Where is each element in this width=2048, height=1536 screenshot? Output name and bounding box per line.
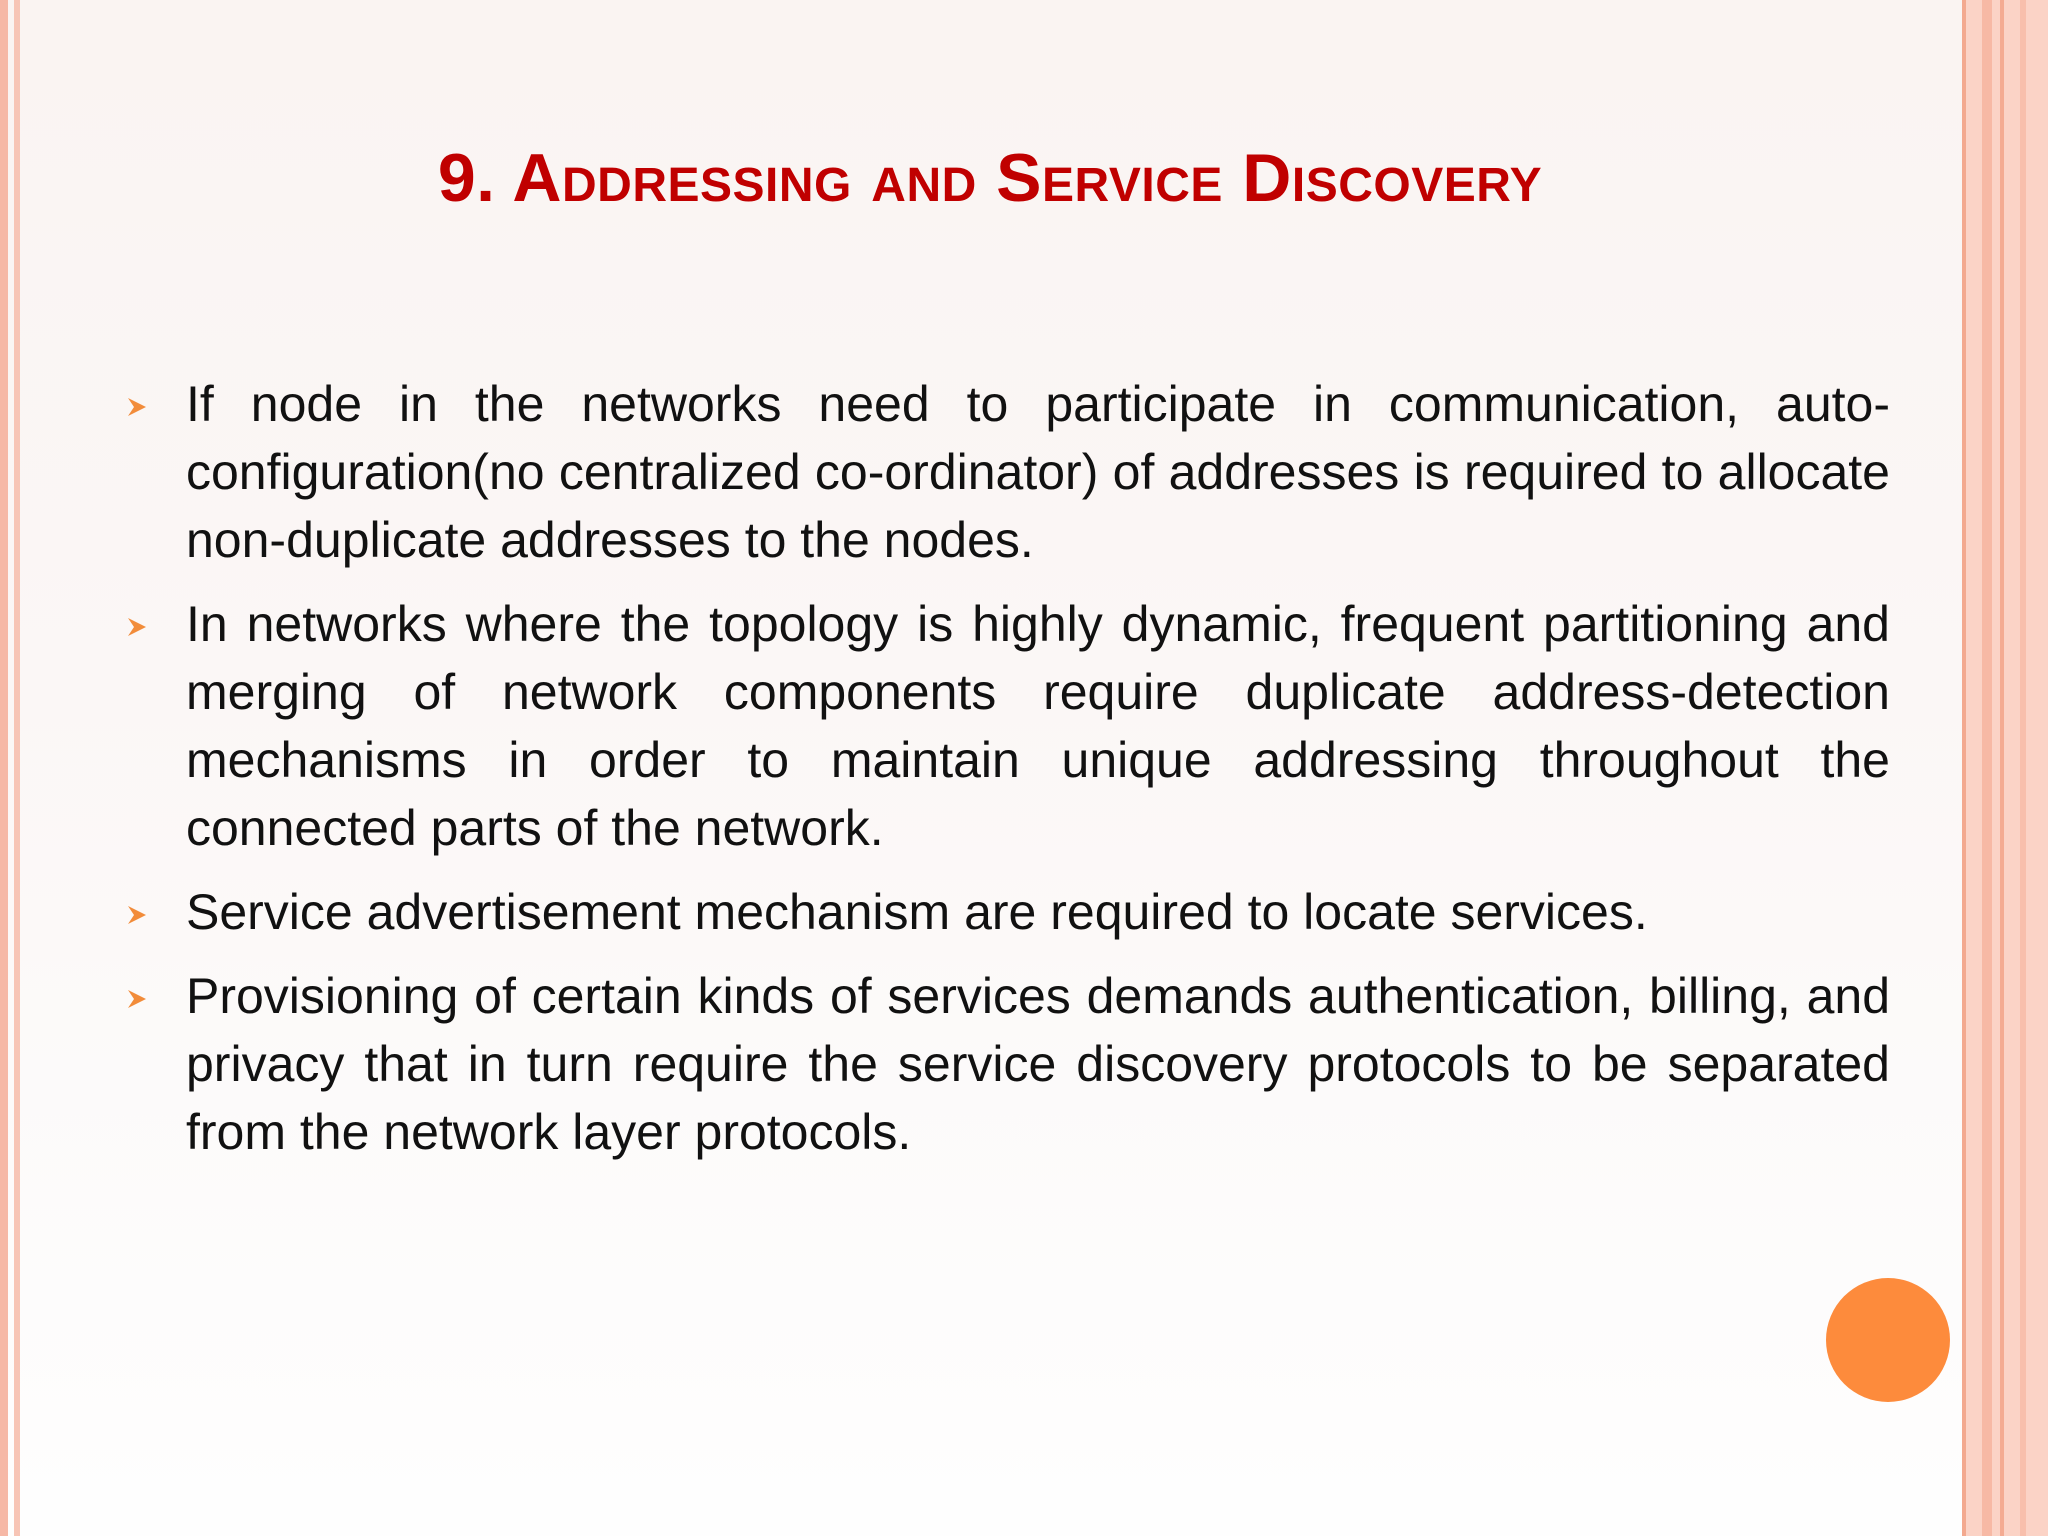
bullet-text: Provisioning of certain kinds of services demands authentication, billing, and privacy that in turn require the service discovery protocols to be separated from the network layer protocols. [186,968,1890,1160]
left-border-stripe-inner [14,0,20,1536]
bullet-item [120,962,1890,1166]
arrowhead-bullet-icon [126,616,148,638]
slide-title: 9. Addressing and Service Discovery [437,140,1543,216]
right-border-line [2020,0,2026,1536]
bullet-text: In networks where the topology is highly dynamic, frequent partitioning and merging of network components require duplicate address-detection mechanisms in order to maintain unique addressing throughout the connected parts of the network. [186,596,1890,856]
right-border-line [1982,0,1992,1536]
right-border-line [1962,0,1966,1536]
orange-circle-decoration [1826,1278,1950,1402]
bullet-item [120,878,1890,946]
right-border-line [2000,0,2004,1536]
bullet-item [120,370,1890,574]
bullet-item [120,590,1890,862]
arrowhead-bullet-icon [126,904,148,926]
arrowhead-bullet-icon [126,396,148,418]
bullet-text: Service advertisement mechanism are required to locate services. [186,884,1648,940]
bullet-text: If node in the networks need to participate in communication, auto-configuration(no centralized co-ordinator) of addresses is required to allocate non-duplicate addresses to the nodes. [186,376,1890,568]
bullet-list [120,370,1890,1182]
right-border-band [1964,0,2048,1536]
arrowhead-bullet-icon [126,988,148,1010]
left-border-stripe [0,0,8,1536]
